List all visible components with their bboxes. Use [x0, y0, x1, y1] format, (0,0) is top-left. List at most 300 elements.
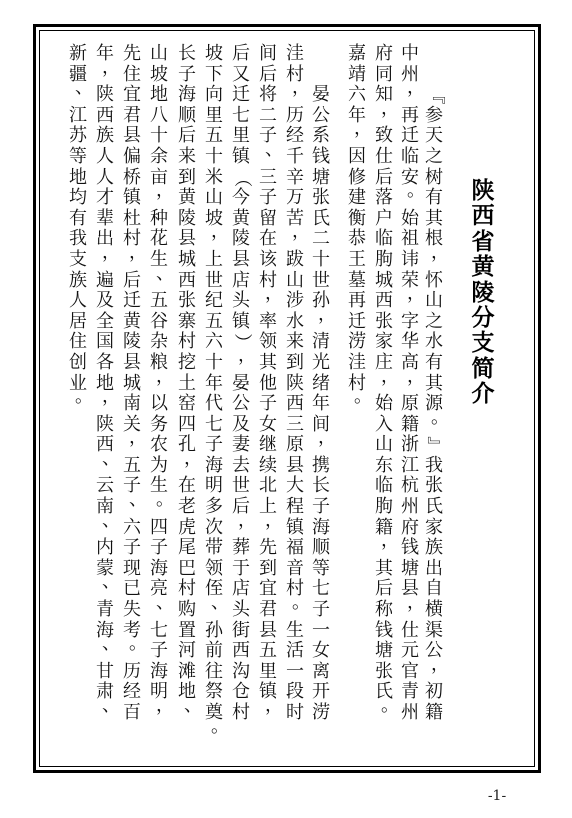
glyph: 内	[96, 537, 114, 559]
glyph: 王	[348, 248, 366, 270]
glyph: ，	[381, 365, 399, 387]
glyph: 代	[205, 393, 223, 415]
glyph: 及	[96, 290, 114, 312]
glyph: 支	[69, 248, 87, 270]
glyph: 仕	[401, 619, 419, 641]
glyph: 陵	[232, 228, 250, 250]
glyph: 七	[232, 104, 250, 126]
glyph: 创	[69, 351, 87, 373]
glyph: 镇	[232, 310, 250, 332]
glyph: 七	[312, 578, 330, 600]
glyph: 七	[205, 413, 223, 435]
glyph: ，	[318, 427, 336, 449]
glyph: 海	[205, 454, 223, 476]
glyph: 购	[178, 599, 196, 621]
glyph: 到	[259, 557, 277, 579]
text-column	[283, 43, 310, 724]
glyph: 氏	[312, 207, 330, 229]
glyph: 华	[401, 331, 419, 353]
glyph: 坡	[205, 207, 223, 229]
glyph: 音	[286, 557, 304, 579]
glyph: 、	[102, 509, 120, 531]
glyph: ，	[211, 221, 229, 243]
glyph: 始	[375, 393, 393, 415]
glyph: 续	[259, 454, 277, 476]
glyph: 县	[401, 578, 419, 600]
glyph: 国	[96, 331, 114, 353]
glyph: 天	[425, 125, 443, 147]
glyph: 亮	[150, 578, 168, 600]
glyph: 二	[259, 104, 277, 126]
glyph: 女	[259, 413, 277, 435]
glyph: 六	[205, 331, 223, 353]
glyph: 。	[354, 386, 372, 408]
glyph: 。	[156, 489, 174, 511]
glyph: 树	[425, 166, 443, 188]
glyph: 清	[312, 331, 330, 353]
glyph: 。	[129, 633, 147, 655]
glyph: 孙	[312, 290, 330, 312]
glyph: 迁	[348, 310, 366, 332]
glyph: 四	[150, 516, 168, 538]
glyph: 其	[375, 557, 393, 579]
glyph: 因	[348, 145, 366, 167]
glyph: 临	[375, 475, 393, 497]
glyph: 黄	[232, 207, 250, 229]
glyph: 东	[375, 454, 393, 476]
glyph: ，	[407, 592, 425, 614]
text-column	[202, 43, 229, 744]
glyph: 子	[178, 63, 196, 85]
glyph: ，	[102, 241, 120, 263]
glyph: 村	[232, 702, 250, 723]
glyph: 农	[150, 434, 168, 456]
text-column	[372, 43, 399, 724]
glyph: ，	[129, 427, 147, 449]
glyph: 黄	[178, 187, 196, 209]
glyph: 子	[312, 496, 330, 518]
glyph: 州	[401, 63, 419, 85]
glyph: 二	[312, 228, 330, 250]
glyph: ，	[407, 365, 425, 387]
glyph: 新	[69, 43, 87, 64]
glyph: 葬	[232, 537, 250, 559]
glyph: 陕	[96, 413, 114, 435]
glyph: ，	[102, 386, 120, 408]
glyph: 女	[312, 640, 330, 662]
glyph: 洼	[286, 43, 304, 64]
glyph: 程	[286, 496, 304, 518]
glyph: 一	[286, 660, 304, 682]
glyph: 出	[425, 557, 443, 579]
glyph: 陕	[286, 372, 304, 394]
glyph: 安	[401, 166, 419, 188]
glyph: 钱	[401, 537, 419, 559]
glyph: 北	[259, 475, 277, 497]
glyph: 子	[205, 434, 223, 456]
glyph: 海	[178, 84, 196, 106]
glyph: 海	[150, 660, 168, 682]
glyph: 活	[286, 640, 304, 662]
glyph: （	[231, 168, 253, 187]
glyph: ）	[231, 333, 253, 352]
glyph: 西	[96, 104, 114, 126]
glyph: 张	[375, 310, 393, 332]
glyph: 及	[232, 413, 250, 435]
glyph: 西	[286, 393, 304, 415]
glyph: 留	[259, 207, 277, 229]
glyph: 率	[259, 310, 277, 332]
glyph: 西	[178, 269, 196, 291]
glyph: 钱	[312, 145, 330, 167]
glyph: 万	[286, 187, 304, 209]
glyph: 杭	[401, 475, 419, 497]
glyph: 青	[401, 681, 419, 703]
glyph: 生	[286, 619, 304, 641]
glyph: 孙	[205, 619, 223, 641]
glyph: 氏	[375, 681, 393, 703]
glyph: 原	[286, 434, 304, 456]
glyph: 他	[259, 372, 277, 394]
glyph: 世	[232, 475, 250, 497]
glyph: 江	[69, 104, 87, 126]
glyph: 陵	[178, 207, 196, 229]
glyph: 村	[348, 372, 366, 394]
glyph: 字	[401, 310, 419, 332]
glyph: 荣	[401, 269, 419, 291]
glyph: 于	[232, 557, 250, 579]
glyph: 钱	[375, 619, 393, 641]
glyph: 居	[69, 310, 87, 332]
glyph: 讳	[401, 248, 419, 270]
glyph: 历	[286, 104, 304, 126]
glyph: 公	[312, 104, 330, 126]
text-column	[229, 43, 256, 724]
glyph: 上	[259, 496, 277, 518]
glyph: 世	[205, 269, 223, 291]
glyph: 顺	[178, 104, 196, 126]
glyph: ，	[318, 303, 336, 325]
glyph: 携	[312, 454, 330, 476]
glyph: 前	[205, 640, 223, 662]
glyph: 领	[205, 557, 223, 579]
glyph: 又	[232, 63, 250, 85]
glyph: 店	[232, 578, 250, 600]
glyph: 张	[312, 187, 330, 209]
glyph: 氏	[425, 496, 443, 518]
glyph: 百	[123, 702, 141, 723]
glyph: 渠	[425, 619, 443, 641]
glyph: 杂	[150, 331, 168, 353]
glyph: 子	[150, 640, 168, 662]
glyph: ，	[265, 509, 283, 531]
text-column	[175, 43, 202, 724]
glyph: 致	[375, 125, 393, 147]
glyph: 长	[312, 475, 330, 497]
glyph: 陵	[471, 278, 495, 306]
glyph: 米	[205, 166, 223, 188]
glyph: 后	[259, 63, 277, 85]
glyph: 下	[205, 63, 223, 85]
glyph: 简	[471, 354, 495, 382]
glyph: 西	[96, 434, 114, 456]
glyph: 西	[471, 202, 495, 230]
glyph: 涉	[286, 290, 304, 312]
glyph: 关	[123, 413, 141, 435]
glyph: 种	[150, 207, 168, 229]
glyph: 后	[178, 125, 196, 147]
glyph: 后	[375, 166, 393, 188]
glyph: 始	[401, 207, 419, 229]
glyph: 云	[96, 475, 114, 497]
glyph: 村	[286, 578, 304, 600]
glyph: ，	[292, 77, 310, 99]
glyph: 粮	[150, 351, 168, 373]
glyph: 六	[123, 516, 141, 538]
glyph: ，	[102, 56, 120, 78]
glyph: 村	[178, 578, 196, 600]
glyph: 子	[312, 599, 330, 621]
glyph: 有	[425, 187, 443, 209]
glyph: 世	[312, 269, 330, 291]
glyph: 知	[375, 84, 393, 106]
glyph: 明	[205, 475, 223, 497]
glyph: 浙	[401, 434, 419, 456]
glyph: 迁	[123, 290, 141, 312]
glyph: 横	[425, 599, 443, 621]
glyph: 再	[348, 290, 366, 312]
glyph: 滩	[178, 660, 196, 682]
glyph: 西	[232, 640, 250, 662]
glyph: 。	[292, 592, 310, 614]
glyph: 分	[471, 303, 495, 331]
glyph: 亩	[150, 166, 168, 188]
glyph: 顺	[312, 537, 330, 559]
glyph: 家	[425, 516, 443, 538]
glyph: 、	[211, 592, 229, 614]
glyph: 后	[375, 578, 393, 600]
glyph: 带	[205, 537, 223, 559]
glyph: 、	[184, 695, 202, 716]
glyph: 辈	[96, 207, 114, 229]
glyph: 住	[123, 63, 141, 85]
glyph: 迁	[232, 84, 250, 106]
glyph: 黄	[123, 310, 141, 332]
glyph: 里	[232, 125, 250, 147]
glyph: 苦	[286, 207, 304, 229]
glyph: 入	[375, 413, 393, 435]
glyph: 海	[96, 619, 114, 641]
glyph: 子	[259, 187, 277, 209]
glyph: 。	[211, 715, 229, 737]
glyph: 奠	[205, 702, 223, 723]
glyph: 家	[375, 331, 393, 353]
glyph: 州	[401, 702, 419, 723]
glyph: ，	[407, 283, 425, 305]
glyph: 参	[425, 104, 443, 126]
glyph: 张	[375, 660, 393, 682]
glyph: 务	[150, 413, 168, 435]
glyph: ，	[156, 180, 174, 202]
glyph: 高	[401, 351, 419, 373]
glyph: 窑	[178, 393, 196, 415]
glyph: 间	[259, 43, 277, 64]
glyph: 支	[471, 329, 495, 357]
glyph: 里	[259, 660, 277, 682]
glyph: 侄	[205, 578, 223, 600]
glyph: 坡	[150, 63, 168, 85]
glyph: 来	[178, 145, 196, 167]
glyph: 后	[232, 496, 250, 518]
glyph: 籍	[375, 516, 393, 538]
page-title	[468, 178, 498, 407]
glyph: 南	[96, 496, 114, 518]
glyph: 张	[178, 290, 196, 312]
glyph: 省	[471, 227, 495, 255]
glyph: 、	[156, 592, 174, 614]
glyph: 恭	[348, 228, 366, 250]
glyph: 晏	[232, 372, 250, 394]
glyph: 等	[312, 557, 330, 579]
glyph: 八	[150, 104, 168, 126]
glyph: 桥	[123, 166, 141, 188]
glyph: 君	[259, 599, 277, 621]
glyph: 其	[259, 351, 277, 373]
glyph: 府	[375, 43, 393, 64]
glyph: 县	[178, 228, 196, 250]
glyph: 谷	[150, 310, 168, 332]
glyph: 张	[425, 475, 443, 497]
glyph: 年	[96, 43, 114, 64]
glyph: 甘	[96, 660, 114, 682]
glyph: 洼	[348, 351, 366, 373]
glyph: ，	[354, 118, 372, 140]
glyph: 将	[259, 84, 277, 106]
glyph: 业	[69, 372, 87, 394]
glyph: 。	[407, 180, 425, 202]
glyph: 遍	[96, 269, 114, 291]
glyph: 村	[123, 228, 141, 250]
text-column	[256, 43, 283, 724]
glyph: 店	[232, 269, 250, 291]
glyph: 杜	[123, 207, 141, 229]
glyph: 福	[286, 537, 304, 559]
glyph: 纪	[205, 290, 223, 312]
glyph: 到	[178, 166, 196, 188]
glyph: 经	[286, 125, 304, 147]
glyph: 长	[178, 43, 196, 64]
glyph: 宜	[259, 578, 277, 600]
glyph: 、	[102, 571, 120, 593]
text-column	[147, 43, 174, 724]
glyph: 西	[375, 290, 393, 312]
glyph: 住	[69, 331, 87, 353]
glyph: 子	[123, 475, 141, 497]
glyph: 我	[425, 454, 443, 476]
glyph: 介	[471, 380, 495, 408]
glyph: 县	[123, 125, 141, 147]
glyph: 族	[425, 537, 443, 559]
glyph: 十	[312, 248, 330, 270]
glyph: 先	[123, 43, 141, 64]
glyph: ，	[238, 509, 256, 531]
glyph: ，	[129, 241, 147, 263]
text-column	[309, 44, 336, 724]
glyph: 十	[205, 145, 223, 167]
glyph: 沟	[232, 660, 250, 682]
glyph: 衡	[348, 207, 366, 229]
glyph: 中	[401, 43, 419, 64]
glyph: 村	[259, 269, 277, 291]
glyph: 籍	[401, 413, 419, 435]
glyph: 头	[232, 290, 250, 312]
glyph: 海	[312, 516, 330, 538]
glyph: 同	[375, 63, 393, 85]
glyph: 村	[178, 331, 196, 353]
glyph: 建	[348, 187, 366, 209]
glyph: 五	[150, 290, 168, 312]
glyph: 苏	[69, 125, 87, 147]
glyph: 镇	[232, 145, 250, 167]
glyph: 三	[259, 166, 277, 188]
glyph: 之	[425, 145, 443, 167]
glyph: 历	[123, 660, 141, 682]
glyph: 向	[205, 84, 223, 106]
glyph: 该	[259, 248, 277, 270]
glyph: 地	[69, 166, 87, 188]
glyph: ，	[265, 695, 283, 716]
glyph: ，	[292, 221, 310, 243]
glyph: 经	[123, 681, 141, 703]
glyph: 才	[96, 187, 114, 209]
glyph: 城	[375, 269, 393, 291]
glyph: 年	[312, 393, 330, 415]
glyph: 偏	[123, 145, 141, 167]
glyph: 时	[286, 702, 304, 723]
glyph: 次	[205, 516, 223, 538]
glyph: 以	[150, 393, 168, 415]
glyph: 去	[232, 454, 250, 476]
glyph: 临	[375, 228, 393, 250]
glyph: 县	[286, 454, 304, 476]
glyph: 元	[401, 640, 419, 662]
glyph: 镇	[286, 516, 304, 538]
text-column	[120, 43, 147, 724]
glyph: 地	[178, 681, 196, 703]
glyph: 朐	[375, 248, 393, 270]
glyph: 晏	[312, 84, 330, 106]
glyph: 段	[286, 681, 304, 703]
glyph: 考	[123, 619, 141, 641]
glyph: 自	[425, 578, 443, 600]
glyph: 上	[205, 248, 223, 270]
glyph: 公	[425, 640, 443, 662]
glyph: 。	[381, 695, 399, 716]
glyph: 。	[431, 406, 449, 428]
glyph: 南	[123, 393, 141, 415]
glyph: 『	[424, 86, 446, 105]
glyph: ，	[156, 365, 174, 387]
glyph: ，	[381, 530, 399, 552]
glyph: 继	[259, 434, 277, 456]
glyph: 』	[424, 436, 446, 455]
glyph: 塘	[401, 557, 419, 579]
glyph: 水	[286, 310, 304, 332]
glyph: 绪	[312, 372, 330, 394]
glyph: 仓	[232, 681, 250, 703]
glyph: 县	[259, 619, 277, 641]
glyph: 城	[123, 372, 141, 394]
